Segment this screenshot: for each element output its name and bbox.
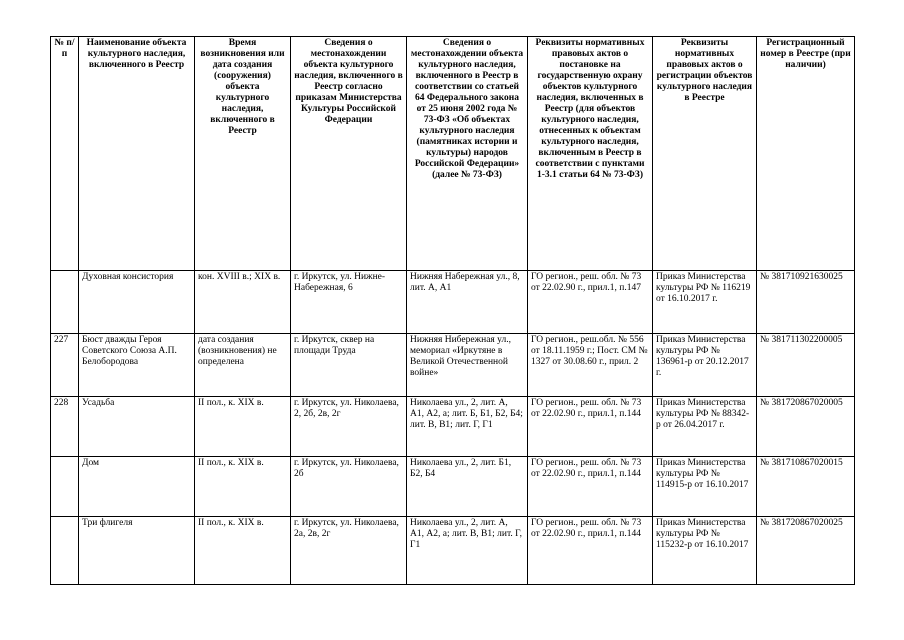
- cell-acts-protection: ГО регион., реш. обл. № 73 от 22.02.90 г., прил.1, п.144: [528, 517, 653, 585]
- table-row: [51, 517, 855, 585]
- table-row: [51, 397, 855, 457]
- header-location: Сведения о местонахождении объекта культурного наследия, включенного в Реестр согласно приказам Министерства Культуры Российской Федерации: [291, 37, 407, 271]
- cell-reg-number: № 381710921630025: [757, 271, 855, 334]
- table-header-row: [51, 37, 855, 271]
- cell-acts-protection: ГО регион., реш. обл. № 73 от 22.02.90 г., прил.1, п.144: [528, 397, 653, 457]
- header-location-64: Сведения о местонахождении объекта культурного наследия, включенного в Реестр в соответствии со статьей 64 Федерального закона от 25 июня 2002 года № 73-ФЗ «Об объектах культурного наследия (памятниках истории и культуры) народов Российской Федерации» (далее № 73-ФЗ): [407, 37, 528, 271]
- cell-time: II пол., к. XIX в.: [195, 457, 291, 517]
- cell-location-64: Николаева ул., 2, лит. Б1, Б2, Б4: [407, 457, 528, 517]
- cell-name: Усадьба: [79, 397, 195, 457]
- cell-time: кон. XVIII в.; XIX в.: [195, 271, 291, 334]
- cell-name: Три флигеля: [79, 517, 195, 585]
- cell-reg-number: № 381711302200005: [757, 334, 855, 397]
- header-acts-protection: Реквизиты нормативных правовых актов о постановке на государственную охрану объектов культурного наследия, включенных в Реестр (для объектов культурного наследия, отнесенных к объектам культурного наследия, включенным в Реестр в соответствии с пунктами 1-3.1 статьи 64 № 73-ФЗ): [528, 37, 653, 271]
- cell-location-64: Нижняя Нибережная ул., мемориал «Иркутяне в Великой Отечественной войне»: [407, 334, 528, 397]
- table-row: [51, 334, 855, 397]
- cell-acts-registration: Приказ Министерства культуры РФ № 88342-р от 26.04.2017 г.: [653, 397, 757, 457]
- cell-name: Бюст дважды Героя Советского Союза А.П. Белобородова: [79, 334, 195, 397]
- cell-acts-registration: Приказ Министерства культуры РФ № 114915-р от 16.10.2017: [653, 457, 757, 517]
- cell-location: г. Иркутск, ул. Николаева, 2а, 2в, 2г: [291, 517, 407, 585]
- cell-reg-number: № 381710867020015: [757, 457, 855, 517]
- cell-acts-registration: Приказ Министерства культуры РФ № 136961-р от 20.12.2017 г.: [653, 334, 757, 397]
- cell-time: II пол., к. XIX в.: [195, 397, 291, 457]
- cell-num: 228: [51, 397, 79, 457]
- cell-location: г. Иркутск, сквер на площади Труда: [291, 334, 407, 397]
- cell-num: [51, 271, 79, 334]
- document-page: [50, 36, 855, 585]
- header-acts-registration: Реквизиты нормативных правовых актов о регистрации объектов культурного наследия в Реестре: [653, 37, 757, 271]
- cell-name: Духовная консистория: [79, 271, 195, 334]
- cell-name: Дом: [79, 457, 195, 517]
- cell-time: дата создания (возникновения) не определена: [195, 334, 291, 397]
- cell-location: г. Иркутск, ул. Николаева, 2б: [291, 457, 407, 517]
- header-reg-number: Регистрационный номер в Реестре (при наличии): [757, 37, 855, 271]
- cell-location-64: Нижняя Набережная ул., 8, лит. А, А1: [407, 271, 528, 334]
- cell-acts-protection: ГО регион., реш.обл. № 556 от 18.11.1959 г.; Пост. СМ № 1327 от 30.08.60 г., прил. 2: [528, 334, 653, 397]
- header-name: Наименование объекта культурного наследия, включенного в Реестр: [79, 37, 195, 271]
- header-num: № п/п: [51, 37, 79, 271]
- cell-num: [51, 457, 79, 517]
- cell-num: 227: [51, 334, 79, 397]
- table-row: [51, 457, 855, 517]
- cell-reg-number: № 381720867020005: [757, 397, 855, 457]
- cell-num: [51, 517, 79, 585]
- cell-location: г. Иркутск, ул. Николаева, 2, 2б, 2в, 2г: [291, 397, 407, 457]
- cell-location: г. Иркутск, ул. Нижне-Набережная, 6: [291, 271, 407, 334]
- heritage-registry-table: [50, 36, 855, 585]
- cell-acts-registration: Приказ Министерства культуры РФ № 116219 от 16.10.2017 г.: [653, 271, 757, 334]
- cell-acts-registration: Приказ Министерства культуры РФ № 115232-р от 16.10.2017: [653, 517, 757, 585]
- cell-reg-number: № 381720867020025: [757, 517, 855, 585]
- table-row: [51, 271, 855, 334]
- cell-acts-protection: ГО регион., реш. обл. № 73 от 22.02.90 г., прил.1, п.147: [528, 271, 653, 334]
- header-time: Время возникновения или дата создания (сооружения) объекта культурного наследия, включенного в Реестр: [195, 37, 291, 271]
- cell-time: II пол., к. XIX в.: [195, 517, 291, 585]
- cell-location-64: Николаева ул., 2, лит. А, А1, А2, а; лит. Б, Б1, Б2, Б4; лит. В, В1; лит. Г, Г1: [407, 397, 528, 457]
- cell-location-64: Николаева ул., 2, лит. А, А1, А2, а; лит. В, В1; лит. Г, Г1: [407, 517, 528, 585]
- cell-acts-protection: ГО регион., реш. обл. № 73 от 22.02.90 г., прил.1, п.144: [528, 457, 653, 517]
